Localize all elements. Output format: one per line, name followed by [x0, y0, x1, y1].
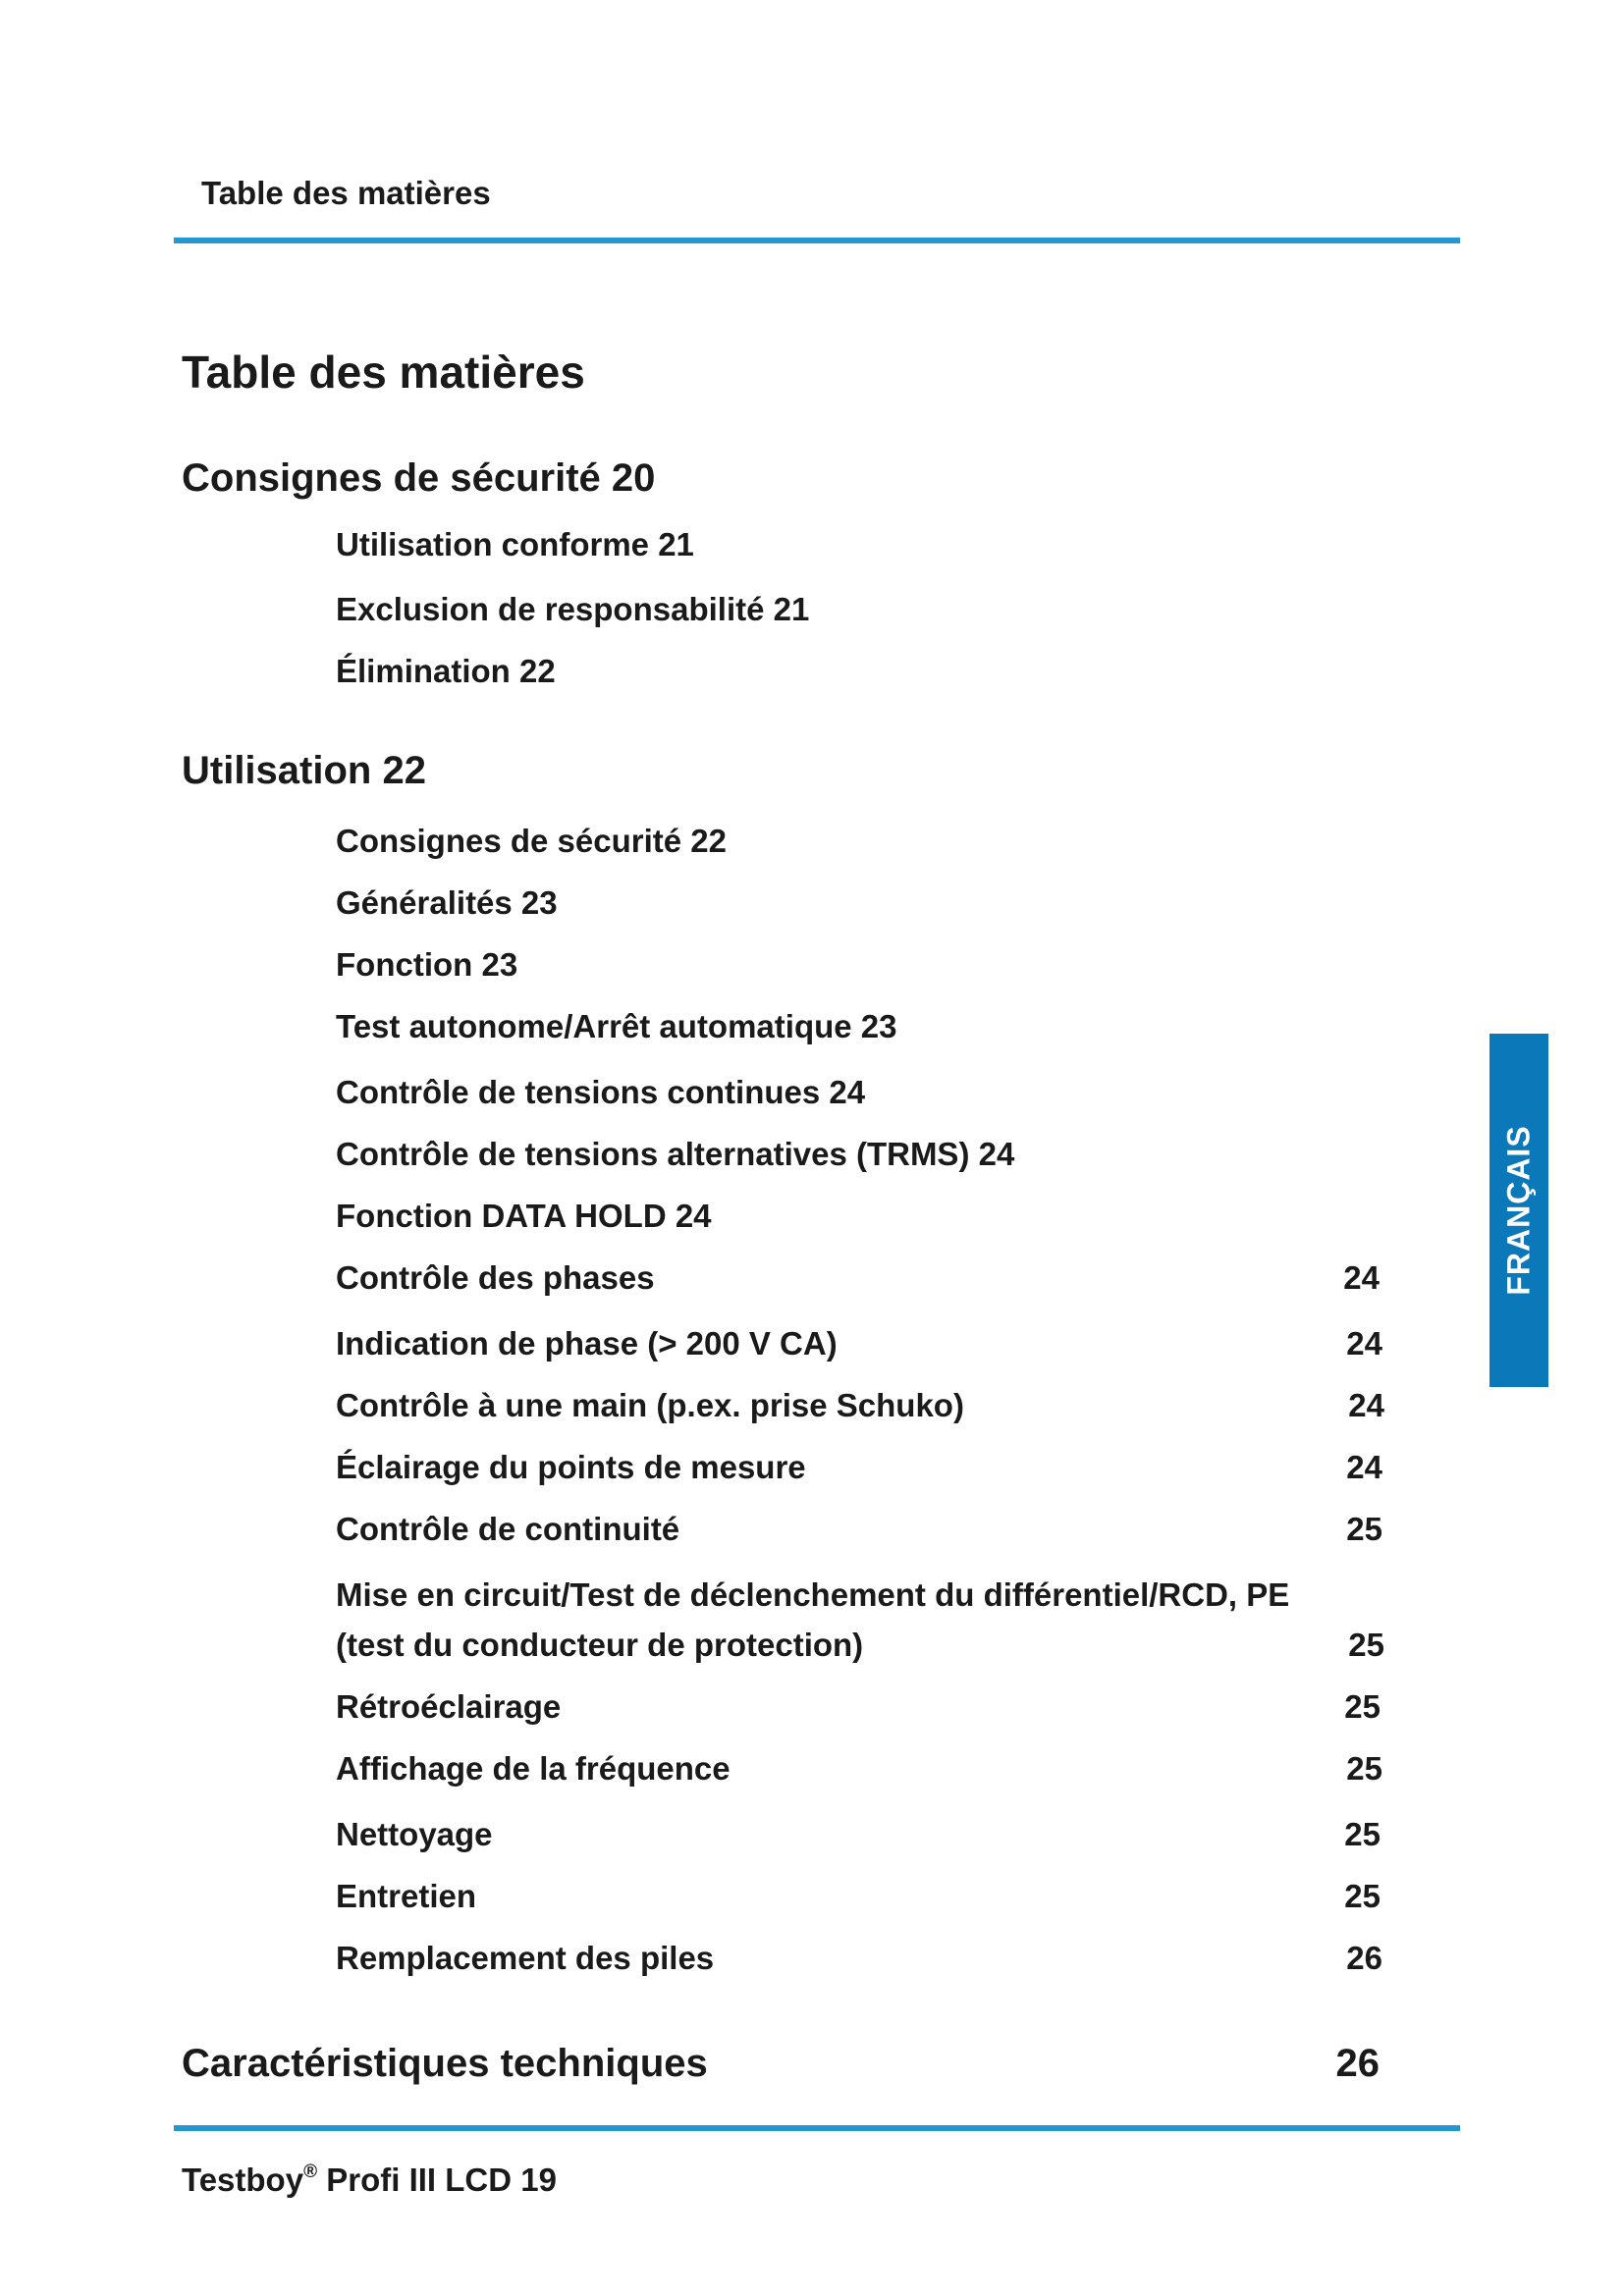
- toc-entry: Contrôle de tensions continues 24: [336, 1074, 866, 1110]
- toc-page-number: 25: [1346, 1511, 1382, 1547]
- toc-page-number: 24: [1346, 1449, 1382, 1485]
- toc-entry: Fonction 23: [336, 946, 518, 983]
- footer-product-page: Profi III LCD 19: [317, 2162, 557, 2198]
- toc-page-number: 24: [1346, 1325, 1382, 1362]
- toc-entry: Nettoyage: [336, 1816, 493, 1852]
- toc-page-number: 25: [1344, 1816, 1380, 1852]
- toc-entry: Affichage de la fréquence: [336, 1750, 731, 1787]
- toc-entry: Généralités 23: [336, 884, 558, 921]
- page-footer: [182, 2162, 557, 2199]
- toc-entry: Indication de phase (> 200 V CA): [336, 1325, 838, 1362]
- toc-entry: Contrôle de tensions alternatives (TRMS) 24: [336, 1136, 1015, 1172]
- toc-entry: Entretien: [336, 1878, 477, 1914]
- toc-entry: Éclairage du points de mesure: [336, 1449, 806, 1485]
- toc-page-number: 26: [1335, 2042, 1380, 2085]
- toc-section-title: Utilisation 22: [182, 749, 426, 792]
- toc-page-number: 24: [1348, 1387, 1384, 1423]
- footer-trademark: ®: [303, 2162, 318, 2182]
- toc-entry: Utilisation conforme 21: [336, 526, 694, 562]
- running-header: Table des matières: [201, 175, 491, 211]
- toc-entry: Élimination 22: [336, 653, 556, 689]
- header-rule: [174, 238, 1460, 243]
- toc-entry: Exclusion de responsabilité 21: [336, 591, 810, 627]
- language-tab: [1489, 1034, 1548, 1387]
- toc-entry: Contrôle des phases: [336, 1259, 655, 1296]
- toc-entry-continuation: (test du conducteur de protection): [336, 1627, 864, 1663]
- toc-entry: Rétroéclairage: [336, 1688, 562, 1725]
- footer-rule: [174, 2125, 1460, 2131]
- toc-page-number: 25: [1346, 1750, 1382, 1787]
- toc-section-title: Consignes de sécurité 20: [182, 456, 656, 500]
- toc-entry: Consignes de sécurité 22: [336, 823, 727, 859]
- toc-entry: Test autonome/Arrêt automatique 23: [336, 1008, 897, 1044]
- toc-page-number: 26: [1346, 1940, 1382, 1976]
- toc-entry: Fonction DATA HOLD 24: [336, 1198, 712, 1234]
- toc-page-number: 25: [1344, 1878, 1380, 1914]
- toc-page-number: 25: [1344, 1688, 1380, 1725]
- toc-page-number: 25: [1348, 1627, 1384, 1663]
- toc-entry: Remplacement des piles: [336, 1940, 715, 1976]
- toc-section-title: Caractéristiques techniques: [182, 2042, 708, 2085]
- toc-entry: Contrôle à une main (p.ex. prise Schuko): [336, 1387, 964, 1423]
- toc-page-number: 24: [1343, 1259, 1380, 1296]
- footer-brand: Testboy: [182, 2162, 304, 2198]
- language-tab-label: FRANÇAIS: [1500, 1125, 1537, 1296]
- toc-entry: Contrôle de continuité: [336, 1511, 680, 1547]
- page-title: Table des matières: [182, 347, 585, 398]
- toc-entry: Mise en circuit/Test de déclenchement du différentiel/RCD, PE: [336, 1576, 1290, 1613]
